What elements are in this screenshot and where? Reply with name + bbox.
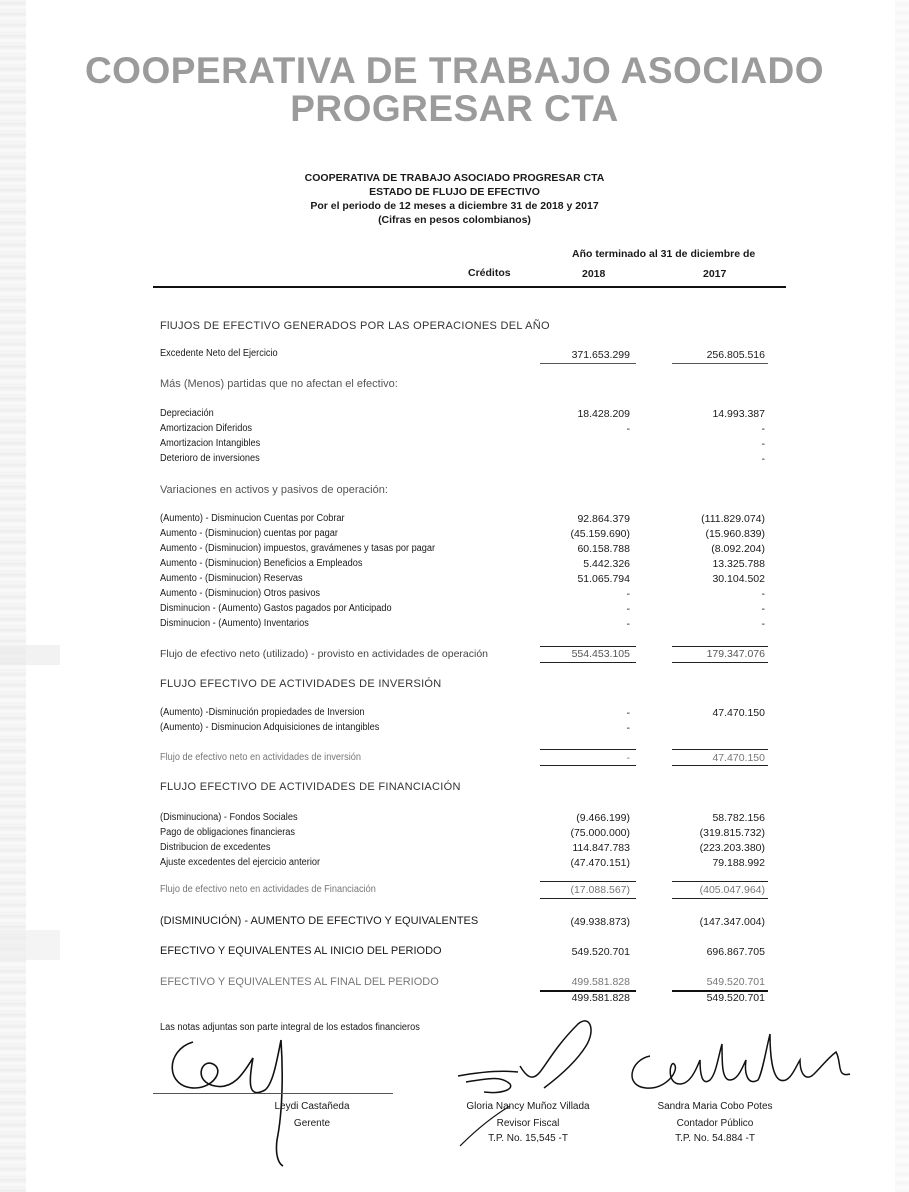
value-2017: 549.520.701 xyxy=(706,976,765,988)
signature-gerente xyxy=(165,1030,305,1170)
value-2018: - xyxy=(626,603,630,615)
row-label: Deterioro de inversiones xyxy=(160,453,260,464)
total-rule xyxy=(540,765,636,766)
total-rule xyxy=(672,898,768,899)
total-rule xyxy=(540,881,636,882)
logo-line-2: PROGRESAR CTA xyxy=(290,88,619,129)
row-label: Aumento - (Disminucion) cuentas por pagar xyxy=(160,528,338,539)
total-rule xyxy=(672,881,768,882)
value-2017: (319.815.732) xyxy=(699,827,765,839)
value-2017: - xyxy=(761,423,765,435)
row-label: Depreciación xyxy=(160,408,214,419)
value-2017: (111.829.074) xyxy=(701,513,765,525)
value-2018-final: 499.581.828 xyxy=(571,992,630,1004)
value-2017: 14.993.387 xyxy=(712,408,765,420)
signer-tp-revisor: T.P. No. 15,545 -T xyxy=(488,1133,568,1144)
row-label-total: Flujo de efectivo neto (utilizado) - provisto en actividades de operación xyxy=(160,648,489,660)
section-financiacion: FLUJO EFECTIVO DE ACTIVIDADES DE FINANCIACIÓN xyxy=(160,781,461,793)
value-2017: 47.470.150 xyxy=(712,707,765,719)
header-period: Por el periodo de 12 meses a diciembre 31 de 2018 y 2017 xyxy=(310,200,599,212)
value-2017: - xyxy=(761,438,765,450)
signer-role-contador: Contador Público xyxy=(676,1118,754,1129)
row-label: Disminucion - (Aumento) Gastos pagados por Anticipado xyxy=(160,603,392,614)
total-rule xyxy=(672,749,768,750)
total-rule xyxy=(540,749,636,750)
total-rule xyxy=(672,646,768,647)
signer-name-revisor: Gloria Nancy Muñoz Villada xyxy=(466,1101,590,1112)
section-variaciones: Variaciones en activos y pasivos de operación: xyxy=(160,484,388,496)
section-inversion: FLUJO EFECTIVO DE ACTIVIDADES DE INVERSIÓN xyxy=(160,678,442,690)
section-operaciones: FlUJOS DE EFECTIVO GENERADOS POR LAS OPERACIONES DEL AÑO xyxy=(160,320,550,332)
row-label: Disminucion - (Aumento) Inventarios xyxy=(160,618,309,629)
value-2017: - xyxy=(761,453,765,465)
footnote: Las notas adjuntas son parte integral de los estados financieros xyxy=(160,1022,420,1033)
value-2018: 114.847.783 xyxy=(572,842,630,854)
row-label: (Aumento) - Disminucion Adquisiciones de intangibles xyxy=(160,722,380,733)
header-entity: COOPERATIVA DE TRABAJO ASOCIADO PROGRESAR CTA xyxy=(304,172,605,184)
value-2017: (147.347.004) xyxy=(699,916,765,928)
value-2017: - xyxy=(761,588,765,600)
section-mas-menos: Más (Menos) partidas que no afectan el efectivo: xyxy=(160,378,398,390)
value-2018: 549.520.701 xyxy=(571,946,630,958)
value-2018: - xyxy=(626,752,630,764)
value-2017: - xyxy=(761,618,765,630)
signer-tp-contador: T.P. No. 54.884 -T xyxy=(675,1133,755,1144)
scan-artifact xyxy=(0,645,60,665)
subtotal-rule xyxy=(672,363,768,364)
value-2018: (49.938.873) xyxy=(570,916,630,928)
value-2017: 30.104.502 xyxy=(712,573,765,585)
row-label-inicio: EFECTIVO Y EQUIVALENTES AL INICIO DEL PERIODO xyxy=(160,945,442,957)
header-rule xyxy=(153,286,786,288)
signer-name-gerente: Leydi Castañeda xyxy=(274,1101,350,1112)
total-rule xyxy=(540,898,636,899)
signature-contador xyxy=(610,1030,860,1100)
value-2018: - xyxy=(626,722,630,734)
value-2018: - xyxy=(626,618,630,630)
row-label: Aumento - (Disminucion) Otros pasivos xyxy=(160,588,321,599)
column-period-header: Año terminado al 31 de diciembre de xyxy=(572,248,756,260)
value-2018: (45.159.690) xyxy=(570,528,630,540)
logo-line-1: COOPERATIVA DE TRABAJO ASOCIADO xyxy=(84,50,825,91)
row-label: (Disminuciona) - Fondos Sociales xyxy=(160,812,298,823)
value-2017: 47.470.150 xyxy=(712,752,765,764)
signature-line xyxy=(153,1093,393,1094)
value-2018: 51.065.794 xyxy=(577,573,630,585)
value-2017: 696.867.705 xyxy=(706,946,765,958)
value-2017: (8.092.204) xyxy=(711,543,765,555)
value-2018: 18.428.209 xyxy=(577,408,630,420)
row-label: Pago de obligaciones financieras xyxy=(160,827,296,838)
total-rule xyxy=(540,646,636,647)
value-2018: (9.466.199) xyxy=(576,812,630,824)
value-2017: 58.782.156 xyxy=(712,812,765,824)
value-2018: 499.581.828 xyxy=(571,976,630,988)
value-2017: (15.960.839) xyxy=(705,528,765,540)
value-2018: (17.088.567) xyxy=(570,884,630,896)
row-label: Ajuste excedentes del ejercicio anterior xyxy=(160,857,321,868)
value-2018: 554.453.105 xyxy=(571,648,630,660)
signer-role-revisor: Revisor Fiscal xyxy=(496,1118,560,1129)
value-2017: (223.203.380) xyxy=(699,842,765,854)
value-2018: 60.158.788 xyxy=(577,543,630,555)
value-2017: 256.805.516 xyxy=(706,349,765,361)
value-2018: - xyxy=(626,423,630,435)
row-label: (Aumento) - Disminucion Cuentas por Cobrar xyxy=(160,513,345,524)
row-label: Amortizacion Diferidos xyxy=(160,423,253,434)
value-2018: 371.653.299 xyxy=(571,349,630,361)
column-creditos: Créditos xyxy=(468,267,511,279)
header-currency: (Cifras en pesos colombianos) xyxy=(378,214,531,226)
value-2017: 13.325.788 xyxy=(712,558,765,570)
signer-name-contador: Sandra Maria Cobo Potes xyxy=(657,1101,773,1112)
value-2018: (47.470.151) xyxy=(570,857,630,869)
row-label: Aumento - (Disminucion) impuestos, gravámenes y tasas por pagar xyxy=(160,543,436,554)
value-2017: - xyxy=(761,603,765,615)
signer-role-gerente: Gerente xyxy=(293,1118,331,1129)
column-2018: 2018 xyxy=(582,268,606,280)
value-2017-final: 549.520.701 xyxy=(706,992,765,1004)
row-label-disminucion: (DISMINUCIÓN) - AUMENTO DE EFECTIVO Y EQUIVALENTES xyxy=(160,915,479,927)
row-label: Excedente Neto del Ejercicio xyxy=(160,348,278,359)
total-rule xyxy=(540,662,636,663)
row-label: Aumento - (Disminucion) Reservas xyxy=(160,573,303,584)
row-label-final: EFECTIVO Y EQUIVALENTES AL FINAL DEL PERIODO xyxy=(160,976,439,988)
total-rule xyxy=(672,662,768,663)
row-label: Amortizacion Intangibles xyxy=(160,438,261,449)
value-2017: 79.188.992 xyxy=(712,857,765,869)
value-2017: (405.047.964) xyxy=(699,884,765,896)
value-2017: 179.347.076 xyxy=(706,648,765,660)
value-2018: - xyxy=(626,707,630,719)
column-2017: 2017 xyxy=(703,268,727,280)
header-statement: ESTADO DE FLUJO DE EFECTIVO xyxy=(369,186,540,198)
row-label: Distribucion de excedentes xyxy=(160,842,271,853)
subtotal-rule xyxy=(540,363,636,364)
value-2018: 5.442.326 xyxy=(583,558,630,570)
value-2018: 92.864.379 xyxy=(577,513,630,525)
total-rule xyxy=(672,765,768,766)
row-label: Aumento - (Disminucion) Beneficios a Empleados xyxy=(160,558,363,569)
row-label: (Aumento) -Disminución propiedades de Inversion xyxy=(160,707,365,718)
row-label-total: Flujo de efectivo neto en actividades de inversión xyxy=(160,752,361,763)
value-2018: - xyxy=(626,588,630,600)
scan-artifact xyxy=(0,930,60,960)
value-2018: (75.000.000) xyxy=(570,827,630,839)
row-label-total: Flujo de efectivo neto en actividades de Financiación xyxy=(160,884,376,895)
